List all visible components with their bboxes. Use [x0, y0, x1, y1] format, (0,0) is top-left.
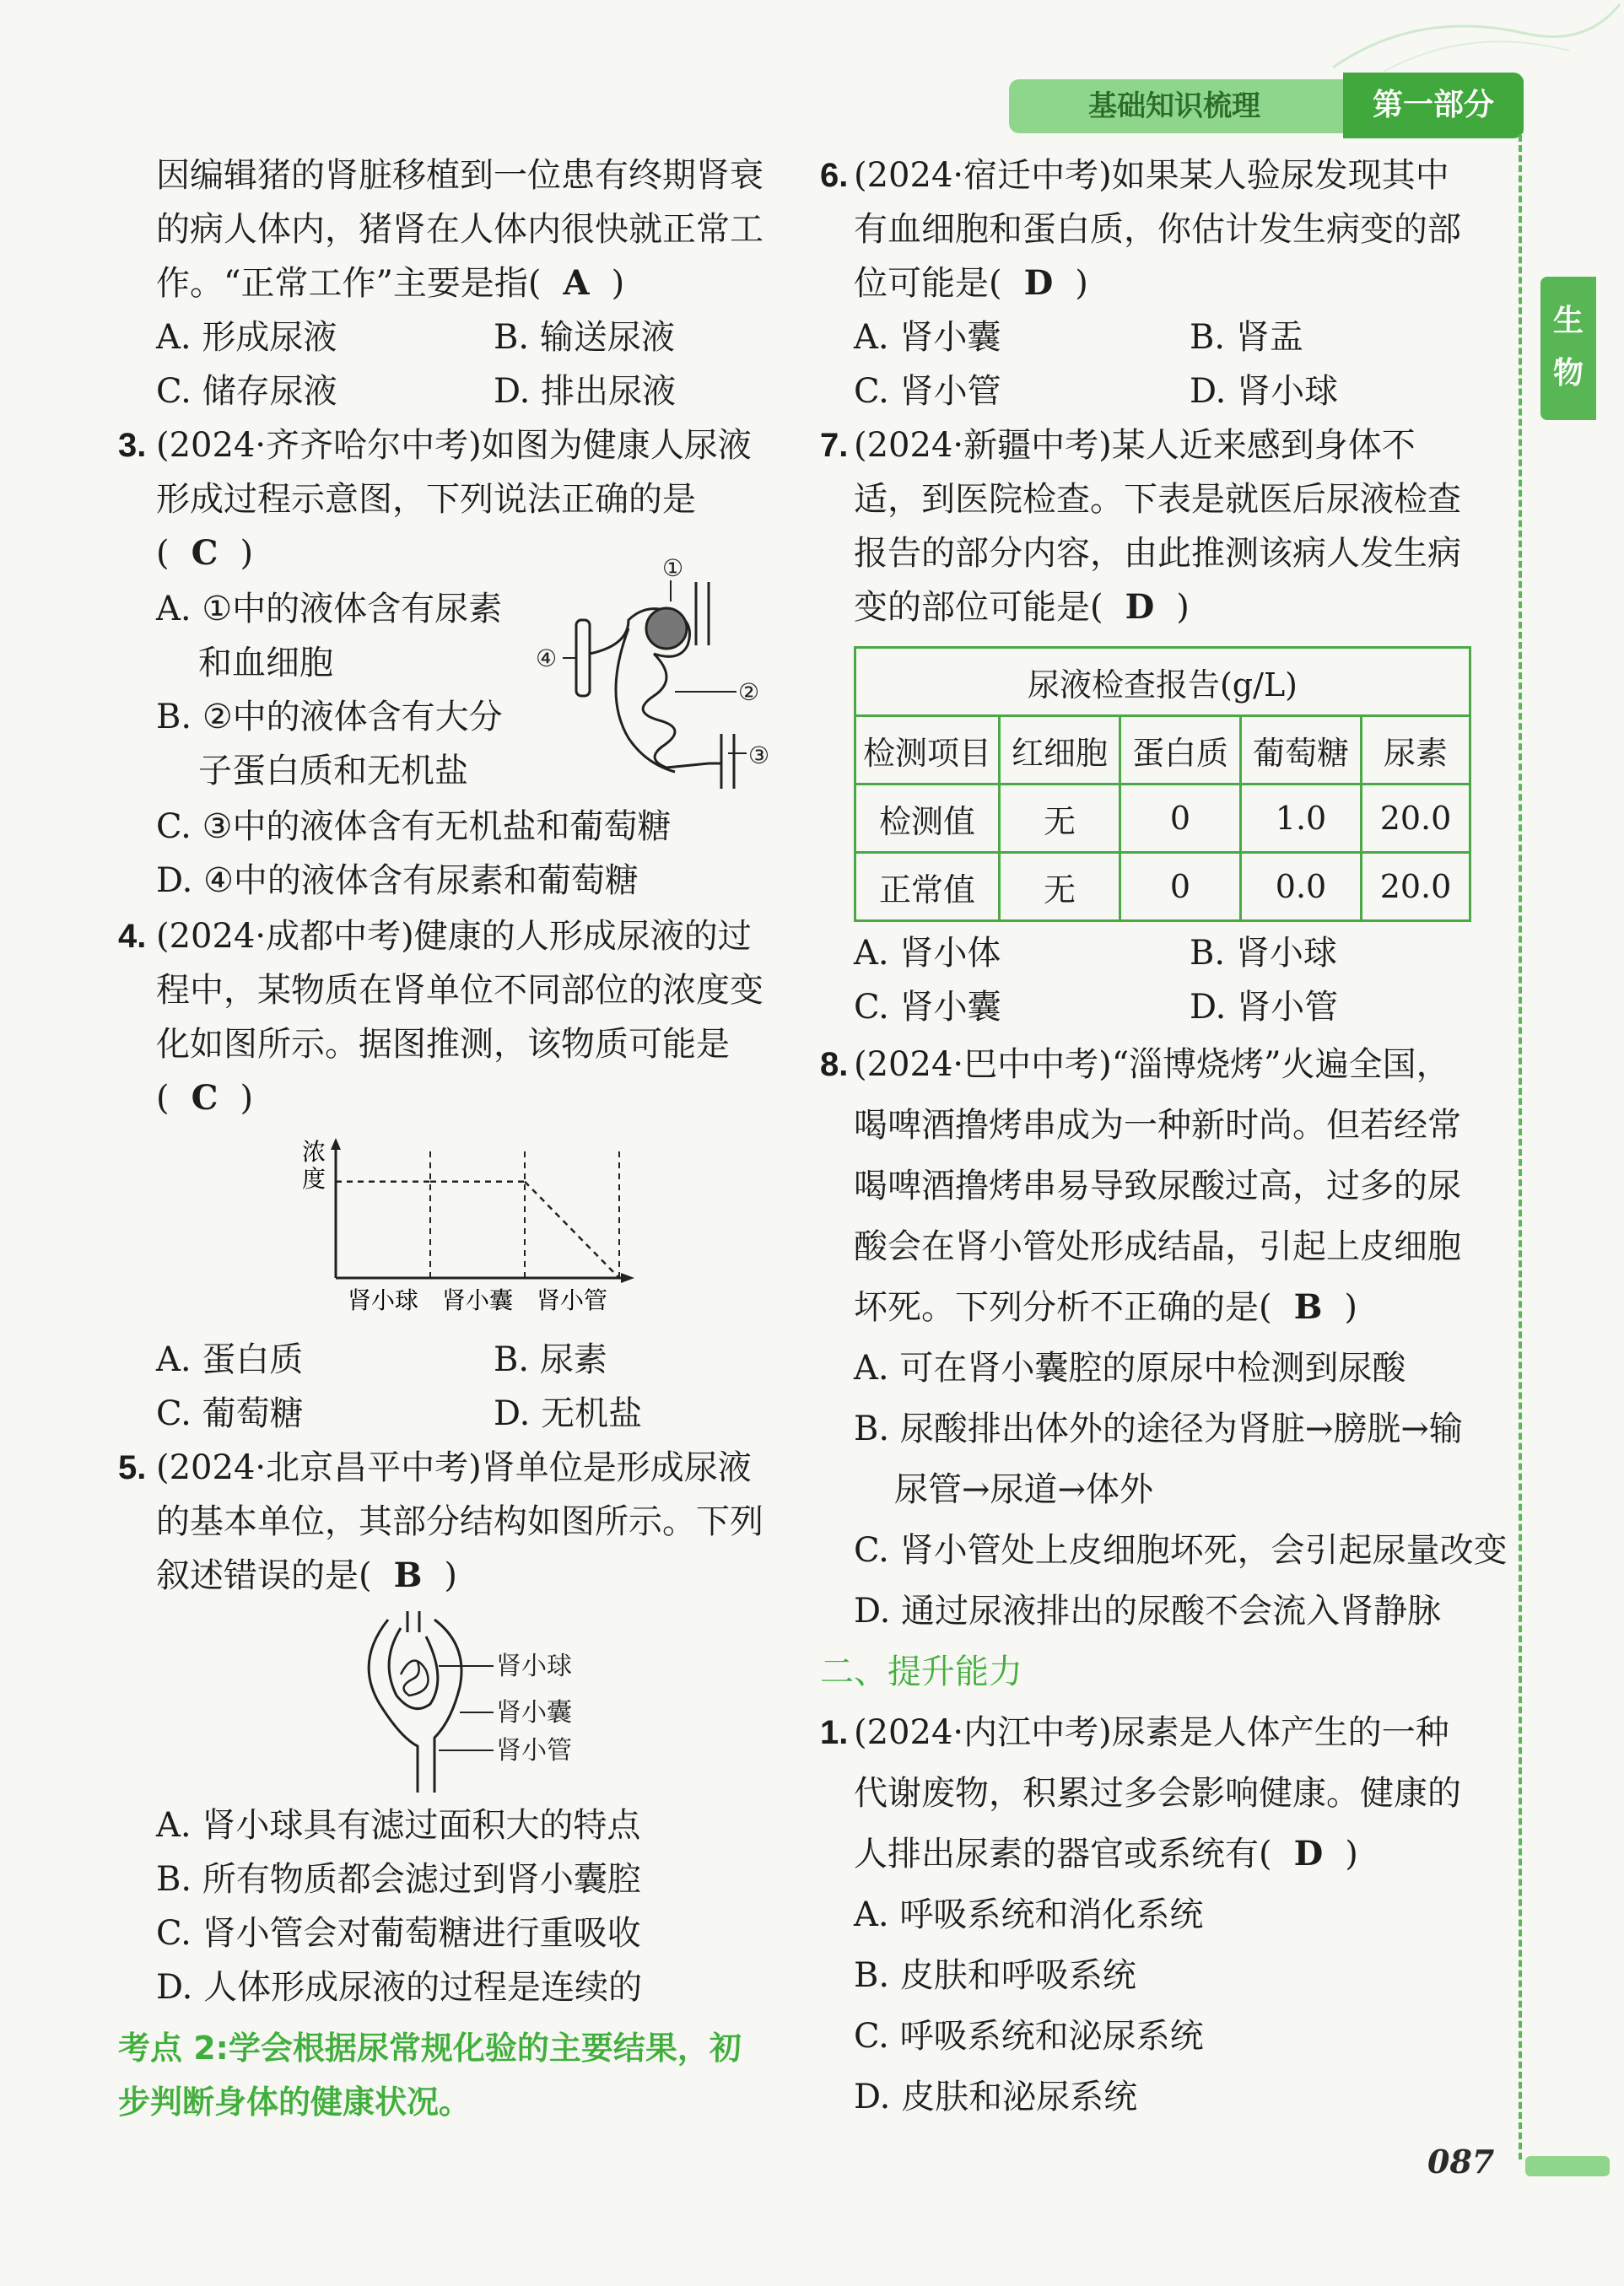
q3-line3: ( C )	[156, 533, 254, 573]
x-tick-label: 肾小球	[347, 1286, 419, 1314]
part-label: 第一部分	[1343, 73, 1524, 138]
series-line-segment	[525, 1182, 619, 1278]
kaodian-line2: 步判断身体的健康状况。	[118, 2084, 472, 2121]
fig-label: 肾小球	[496, 1652, 572, 1681]
section-title: 二、提升能力	[820, 1652, 1022, 1691]
q2-line2: 的病人体内，猪肾在人体内很快就正常工	[156, 210, 763, 249]
dashed-divider	[1519, 135, 1522, 2159]
option: A. 肾小体	[854, 934, 1001, 973]
fig-label: ③	[748, 741, 770, 769]
option: B. 输送尿液	[494, 318, 675, 357]
option: B. 所有物质都会滤过到肾小囊腔	[156, 1860, 641, 1899]
q6-line3: 位可能是( D )	[854, 263, 1088, 303]
section-label: 基础知识梳理	[1088, 89, 1260, 123]
option: A. 呼吸系统和消化系统	[854, 1895, 1204, 1934]
q5-line2: 的基本单位，其部分结构如图所示。下列	[156, 1502, 763, 1541]
answer: C	[191, 533, 219, 573]
q7-line2: 适，到医院检查。下表是就医后尿液检查	[854, 480, 1461, 519]
option: A. 形成尿液	[156, 318, 337, 357]
option: B. 肾小球	[1190, 934, 1337, 973]
question-number: 4.	[118, 918, 147, 955]
nephron-structure-figure	[354, 1611, 607, 1797]
q8-line2: 喝啤酒撸烤串成为一种新时尚。但若经常	[854, 1106, 1461, 1145]
q2-line1: 因编辑猪的肾脏移植到一位患有终期肾衰	[156, 156, 763, 195]
q8-line1: (2024·巴中中考)“淄博烧烤”火遍全国，	[854, 1045, 1450, 1084]
q5-line1: (2024·北京昌平中考)肾单位是形成尿液	[156, 1448, 752, 1487]
column-header: 葡萄糖	[1241, 716, 1362, 784]
q3-line2: 形成过程示意图，下列说法正确的是	[156, 480, 696, 519]
option: D. 排出尿液	[494, 372, 677, 411]
y-axis-arrow	[331, 1138, 341, 1150]
option: A. 肾小球具有滤过面积大的特点	[156, 1806, 641, 1845]
option: B. ②中的液体含有大分	[156, 698, 503, 736]
option: D. 皮肤和泌尿系统	[854, 2078, 1138, 2116]
q2-line3: 作。“正常工作”主要是指( A )	[156, 263, 625, 303]
q8-line3: 喝啤酒撸烤串易导致尿酸过高，过多的尿	[854, 1167, 1461, 1205]
answer: A	[563, 263, 590, 303]
option: C. 储存尿液	[156, 372, 337, 411]
fig-label: 肾小管	[496, 1736, 572, 1766]
option: D. 肾小管	[1190, 988, 1339, 1027]
option: B. 尿酸排出体外的途径为肾脏→膀胱→输	[854, 1410, 1463, 1448]
question-number: 7.	[820, 427, 849, 464]
question-number: 5.	[118, 1449, 147, 1486]
option: D. ④中的液体含有尿素和葡萄糖	[156, 861, 639, 900]
answer: D	[1125, 587, 1155, 627]
option: A. ①中的液体含有尿素	[156, 590, 503, 628]
answer: B	[1293, 1287, 1323, 1327]
question-number: 6.	[820, 157, 849, 194]
option: A. 蛋白质	[156, 1340, 304, 1379]
option-cont: 和血细胞	[198, 644, 333, 682]
question-number: 3.	[118, 427, 147, 464]
table-row	[855, 784, 1470, 853]
option: A. 可在肾小囊腔的原尿中检测到尿酸	[854, 1349, 1406, 1388]
column-header: 检测项目	[855, 716, 1000, 784]
table-cell: 1.0	[1241, 784, 1362, 853]
fig-label: ①	[662, 554, 684, 582]
q6-line2: 有血细胞和蛋白质，你估计发生病变的部	[854, 210, 1461, 249]
answer: B	[393, 1555, 423, 1595]
fig-label: ②	[738, 678, 760, 706]
nephron-diagram	[527, 553, 780, 806]
option-cont: 子蛋白质和无机盐	[198, 752, 468, 790]
option: C. 肾小管会对葡萄糖进行重吸收	[156, 1914, 641, 1953]
page-bar	[1525, 2156, 1610, 2176]
question-number: 1.	[820, 1714, 849, 1751]
q4-line4: ( C )	[156, 1078, 254, 1118]
subject-char: 物	[1552, 356, 1584, 391]
column-header: 蛋白质	[1120, 716, 1241, 784]
page-number: 087	[1427, 2143, 1495, 2181]
option: C. ③中的液体含有无机盐和葡萄糖	[156, 807, 672, 846]
question-number: 8.	[820, 1046, 849, 1083]
urine-report-table	[854, 646, 1471, 922]
q3-line1: (2024·齐齐哈尔中考)如图为健康人尿液	[156, 426, 752, 465]
option: C. 肾小管处上皮细胞坏死，会引起尿量改变	[854, 1531, 1508, 1570]
q4-line1: (2024·成都中考)健康的人形成尿液的过	[156, 917, 752, 956]
q1-line2: 代谢废物，积累过多会影响健康。健康的	[854, 1774, 1461, 1813]
concentration-chart	[295, 1135, 641, 1320]
q1-line1: (2024·内江中考)尿素是人体产生的一种	[854, 1713, 1449, 1752]
q7-line1: (2024·新疆中考)某人近来感到身体不	[854, 426, 1416, 465]
table-cell: 20.0	[1362, 853, 1470, 921]
table-cell: 无	[1000, 853, 1120, 921]
option: C. 肾小囊	[854, 988, 1001, 1027]
q1-line3: 人排出尿素的器官或系统有( D )	[854, 1834, 1358, 1874]
q4-line3: 化如图所示。据图推测，该物质可能是	[156, 1025, 730, 1064]
q4-line2: 程中，某物质在肾单位不同部位的浓度变	[156, 971, 763, 1010]
q8-line4: 酸会在肾小管处形成结晶，引起上皮细胞	[854, 1227, 1461, 1266]
fig-label: ④	[536, 644, 558, 672]
table-cell: 正常值	[855, 853, 1000, 921]
table-cell: 0.0	[1241, 853, 1362, 921]
q6-line1: (2024·宿迁中考)如果某人验尿发现其中	[854, 156, 1449, 195]
option: D. 无机盐	[494, 1394, 643, 1433]
column-header: 红细胞	[1000, 716, 1120, 784]
q5-line3: 叙述错误的是( B )	[156, 1555, 458, 1595]
answer: D	[1023, 263, 1054, 303]
y-axis-label: 浓	[302, 1138, 326, 1166]
subject-char: 生	[1552, 304, 1584, 338]
option: C. 葡萄糖	[156, 1394, 304, 1433]
q7-line3: 报告的部分内容，由此推测该病人发生病	[854, 534, 1461, 573]
option: C. 呼吸系统和泌尿系统	[854, 2017, 1204, 2056]
x-tick-label: 肾小囊	[441, 1286, 514, 1314]
x-axis-arrow	[621, 1273, 634, 1283]
option: D. 通过尿液排出的尿酸不会流入肾静脉	[854, 1592, 1442, 1631]
table-cell: 0	[1120, 784, 1241, 853]
option: B. 尿素	[494, 1340, 607, 1379]
option-cont: 尿管→尿道→体外	[894, 1470, 1154, 1509]
option: B. 肾盂	[1190, 318, 1303, 357]
table-cell: 0	[1120, 853, 1241, 921]
table-cell: 无	[1000, 784, 1120, 853]
y-axis-label: 度	[302, 1165, 326, 1193]
option: D. 肾小球	[1190, 372, 1339, 411]
answer: D	[1293, 1834, 1324, 1874]
table-title-row	[855, 648, 1470, 716]
option: B. 皮肤和呼吸系统	[854, 1956, 1136, 1995]
kaodian-line1: 考点 2:学会根据尿常规化验的主要结果，初	[118, 2030, 742, 2067]
table-cell: 检测值	[855, 784, 1000, 853]
answer: C	[191, 1078, 219, 1118]
table-cell: 20.0	[1362, 784, 1470, 853]
column-header: 尿素	[1362, 716, 1470, 784]
x-tick-label: 肾小管	[536, 1286, 608, 1314]
table-row	[855, 853, 1470, 921]
option: C. 肾小管	[854, 372, 1001, 411]
q7-line4: 变的部位可能是( D )	[854, 587, 1190, 627]
option: D. 人体形成尿液的过程是连续的	[156, 1968, 643, 2007]
option: A. 肾小囊	[854, 318, 1001, 357]
table-title: 尿液检查报告(g/L)	[855, 648, 1470, 716]
q8-line5: 坏死。下列分析不正确的是( B )	[854, 1287, 1358, 1327]
fig-label: 肾小囊	[496, 1698, 572, 1728]
table-header-row	[855, 716, 1470, 784]
corner-swirl-decoration	[1316, 0, 1624, 76]
subject-tab	[1540, 277, 1596, 420]
